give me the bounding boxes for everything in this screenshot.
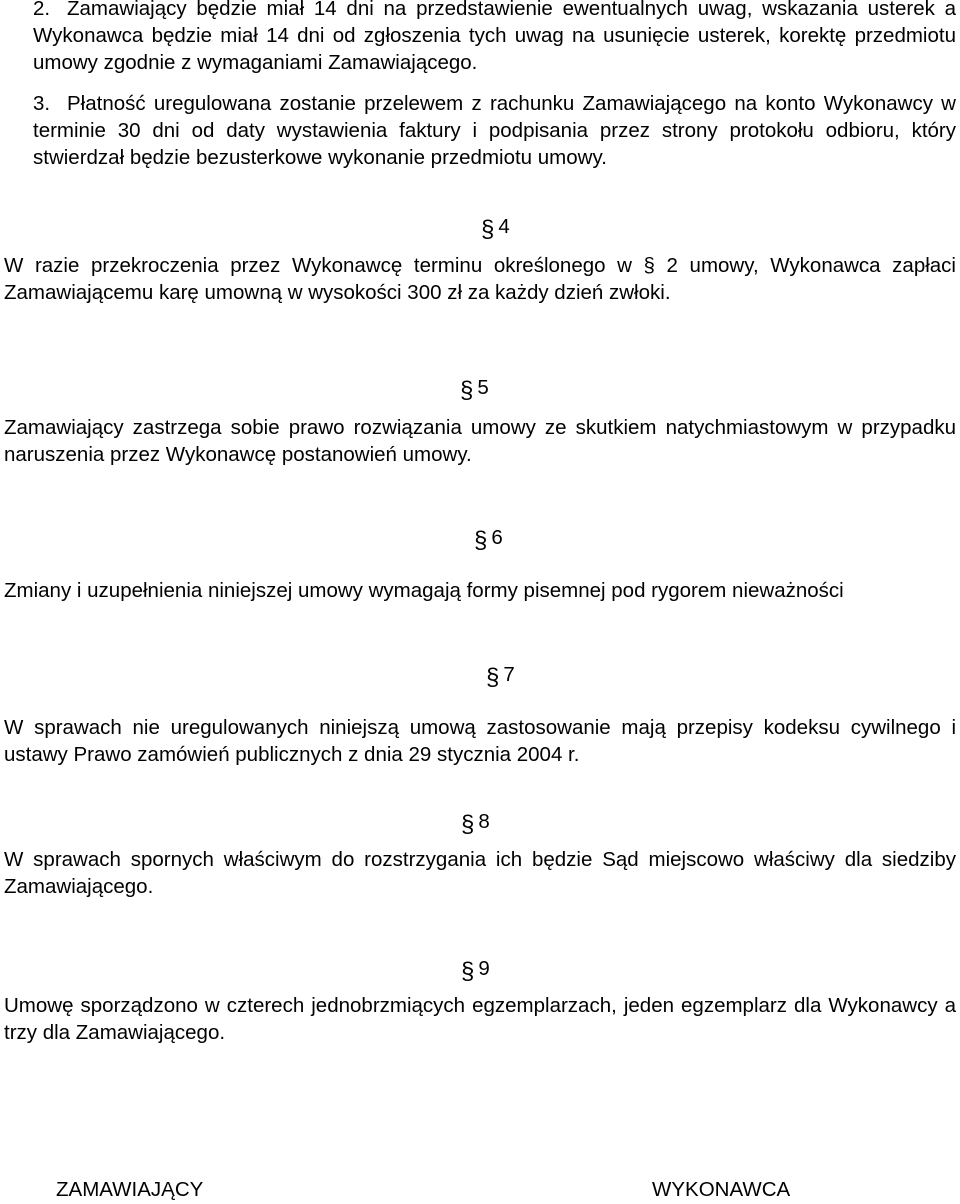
list-item-text: Płatność uregulowana zostanie przelewem z rachunku Zamawiającego na konto Wykonawcy w terminie 30 dni od daty wystawienia faktury i podpisania przez strony protokołu odbioru, który stwierdzał będzie bezusterkowe wykonanie przedmiotu umowy. <box>33 92 956 169</box>
section-heading <box>474 523 503 554</box>
signature-zamawiajacy: ZAMAWIAJĄCY <box>56 1178 204 1201</box>
section-sign: § <box>460 377 474 404</box>
section-heading <box>486 660 515 691</box>
list-item <box>33 0 956 76</box>
section-text: W razie przekroczenia przez Wykonawcę terminu określonego w § 2 umowy, Wykonawca zapłaci Zamawiającemu karę umowną w wysokości 300 zł za każdy dzień zwłoki. <box>4 254 956 304</box>
list-item <box>33 90 956 171</box>
section-text: Zmiany i uzupełnienia niniejszej umowy wymagają formy pisemnej pod rygorem nieważności <box>4 579 844 602</box>
signature-wykonawca: WYKONAWCA <box>652 1178 791 1201</box>
list-item-text: Zamawiający będzie miał 14 dni na przedstawienie ewentualnych uwag, wskazania usterek a Wykonawca będzie miał 14 dni od zgłoszenia tych uwag na usunięcie usterek, korektę przedmiotu umowy zgodnie z wymaganiami Zamawiającego. <box>33 0 956 74</box>
section-number: 8 <box>478 810 490 833</box>
section-heading <box>481 212 510 243</box>
list-item-number: 2. <box>33 0 51 20</box>
section-number: 6 <box>491 526 503 549</box>
section-text: W sprawach spornych właściwym do rozstrzygania ich będzie Sąd miejscowo właściwy dla siedziby Zamawiającego. <box>4 848 956 898</box>
section-text: W sprawach nie uregulowanych niniejszą umową zastosowanie mają przepisy kodeksu cywilnego i ustawy Prawo zamówień publicznych z dnia 29 stycznia 2004 r. <box>4 716 956 766</box>
section-heading <box>461 954 490 985</box>
section-text: Zamawiający zastrzega sobie prawo rozwiązania umowy ze skutkiem natychmiastowym w przypadku naruszenia przez Wykonawcę postanowień umowy. <box>4 416 956 466</box>
section-sign: § <box>486 664 500 691</box>
section-number: 9 <box>478 957 490 980</box>
section-text: Umowę sporządzono w czterech jednobrzmiących egzemplarzach, jeden egzemplarz dla Wykonawcy a trzy dla Zamawiającego. <box>4 994 956 1044</box>
section-number: 7 <box>503 663 515 686</box>
section-number: 5 <box>477 376 489 399</box>
section-heading <box>460 373 489 404</box>
list-item-number: 3. <box>33 92 51 115</box>
section-number: 4 <box>498 215 510 238</box>
section-sign: § <box>461 811 475 838</box>
section-heading <box>461 807 490 838</box>
section-sign: § <box>474 527 488 554</box>
section-sign: § <box>461 958 475 985</box>
section-sign: § <box>481 216 495 243</box>
